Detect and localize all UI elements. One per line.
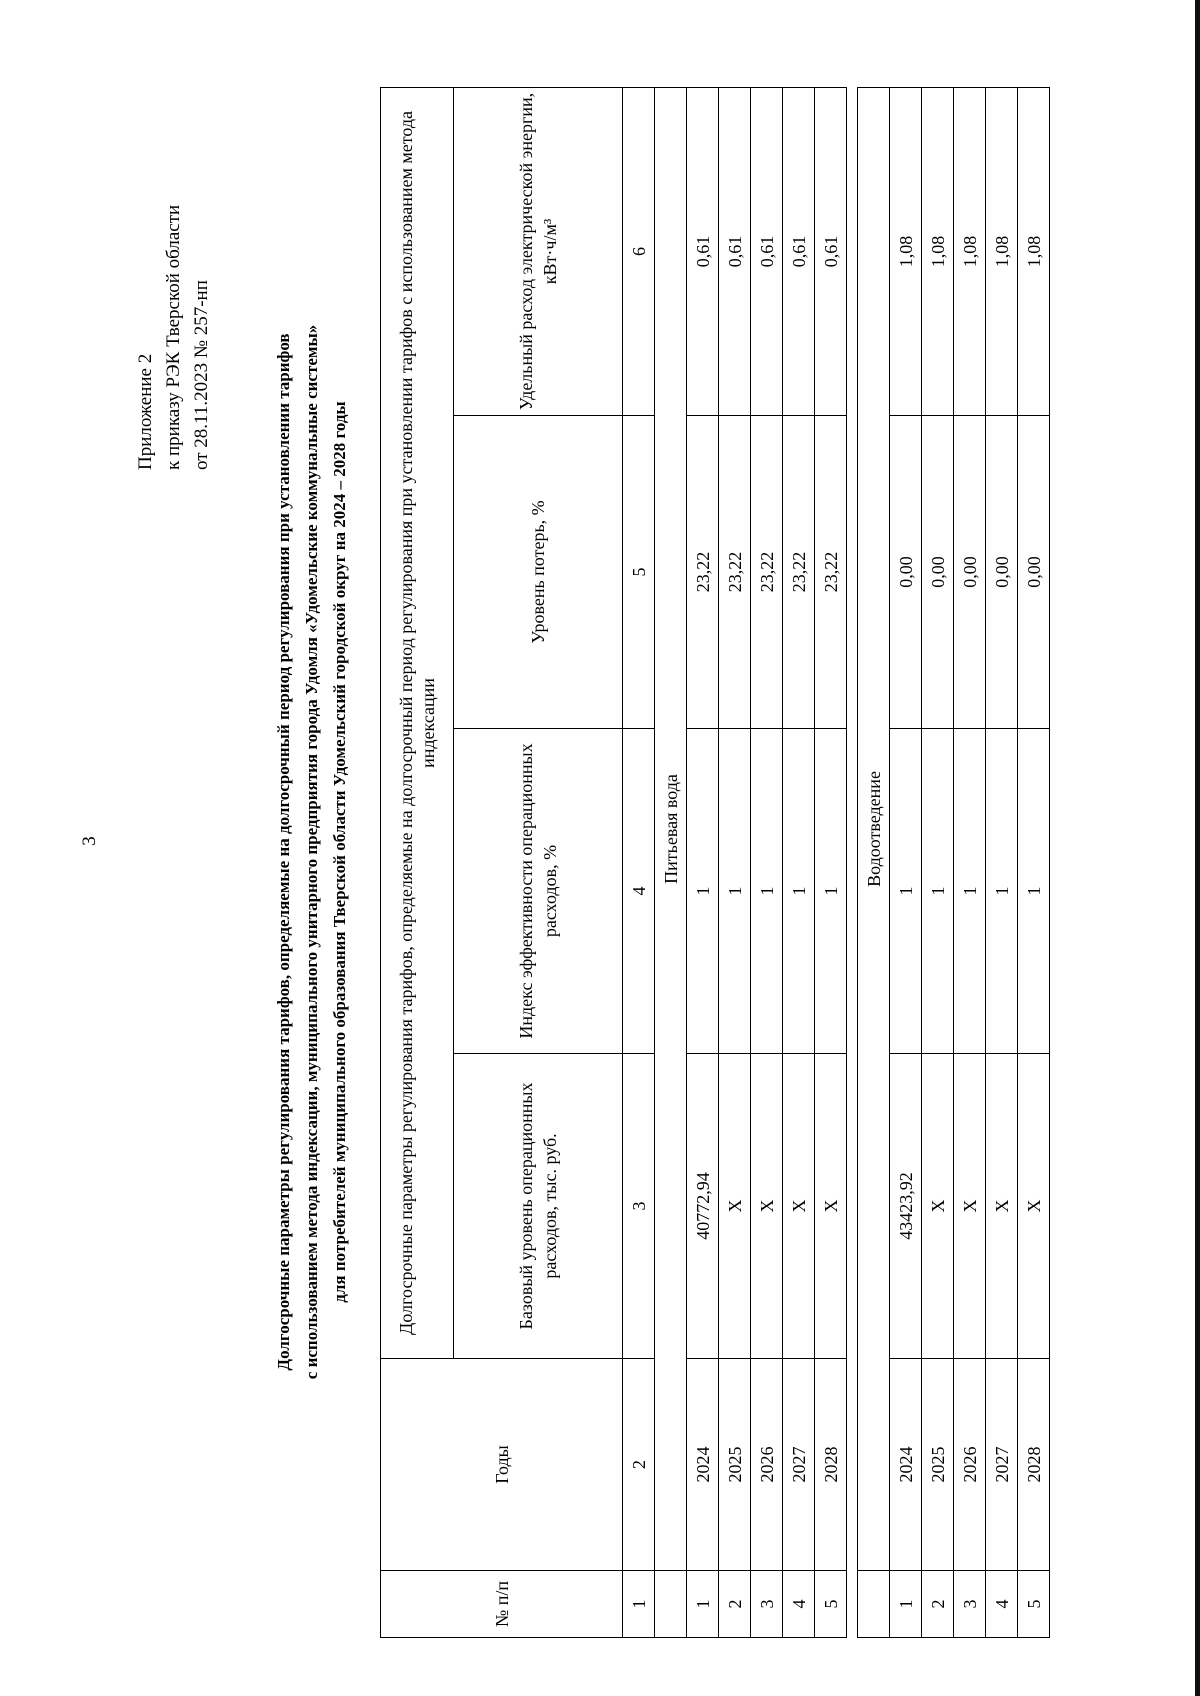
cell: 0,61 bbox=[815, 87, 847, 415]
cell: 1,08 bbox=[954, 87, 986, 415]
cell: 4 bbox=[783, 1571, 815, 1638]
cell: 1 bbox=[890, 729, 922, 1054]
table-row bbox=[1018, 87, 1050, 1637]
cell: 3 bbox=[954, 1571, 986, 1638]
header-number: № п/п bbox=[381, 1571, 623, 1638]
cell: 23,22 bbox=[783, 416, 815, 729]
cell: 2024 bbox=[687, 1359, 719, 1571]
header-base-level: Базовый уровень операционных расходов, тыс. руб. bbox=[454, 1054, 623, 1359]
parameters-table bbox=[380, 87, 1050, 1638]
appendix-block bbox=[132, 205, 216, 470]
cell bbox=[655, 1571, 687, 1638]
header-energy-consumption: Удельный расход электрической энергии, кВт·ч/м³ bbox=[454, 87, 623, 415]
cell: 0,00 bbox=[922, 416, 954, 729]
cell: 1 bbox=[687, 729, 719, 1054]
cell: 0,61 bbox=[687, 87, 719, 415]
table-row bbox=[687, 87, 719, 1637]
cell: 1 bbox=[783, 729, 815, 1054]
cell: 1 bbox=[890, 1571, 922, 1638]
cell: 0,61 bbox=[783, 87, 815, 415]
title-line: Долгосрочные параметры регулирования тарифов, определяемые на долгосрочный период регулирования при установлении тарифов bbox=[274, 333, 293, 1371]
cell: 2026 bbox=[954, 1359, 986, 1571]
cell: X bbox=[922, 1054, 954, 1359]
cell: 1 bbox=[751, 729, 783, 1054]
cell: 0,00 bbox=[954, 416, 986, 729]
cell: 6 bbox=[623, 87, 655, 415]
cell: 1,08 bbox=[1018, 87, 1050, 415]
cell: X bbox=[751, 1054, 783, 1359]
section-title: Водоотведение bbox=[858, 87, 890, 1570]
cell: 3 bbox=[751, 1571, 783, 1638]
cell: 0,00 bbox=[1018, 416, 1050, 729]
title-line: для потребителей муниципального образования Тверской области Удомельский городской округ на 2024 – 2028 годы bbox=[330, 401, 349, 1303]
cell: X bbox=[986, 1054, 1018, 1359]
cell: 2024 bbox=[890, 1359, 922, 1571]
cell: 5 bbox=[1018, 1571, 1050, 1638]
cell: X bbox=[1018, 1054, 1050, 1359]
table-row bbox=[954, 87, 986, 1637]
document-title bbox=[270, 62, 354, 1642]
cell: 1 bbox=[719, 729, 751, 1054]
cell: 2027 bbox=[783, 1359, 815, 1571]
header-group: Долгосрочные параметры регулирования тарифов, определяемые на долгосрочный период регулирования при установлении тарифов с использованием метода индексации bbox=[381, 87, 454, 1358]
page-number: 3 bbox=[79, 836, 100, 846]
header-years: Годы bbox=[381, 1359, 623, 1571]
cell: 2028 bbox=[1018, 1359, 1050, 1571]
table-row bbox=[890, 87, 922, 1637]
cell: 0,00 bbox=[986, 416, 1018, 729]
cell: X bbox=[719, 1054, 751, 1359]
cell: 2 bbox=[922, 1571, 954, 1638]
cell: 0,61 bbox=[719, 87, 751, 415]
cell: 2 bbox=[719, 1571, 751, 1638]
section-row-wastewater bbox=[858, 87, 890, 1637]
section-separator bbox=[847, 87, 858, 1637]
cell: 0,61 bbox=[751, 87, 783, 415]
table-row bbox=[783, 87, 815, 1637]
cell: 5 bbox=[623, 416, 655, 729]
table-row bbox=[815, 87, 847, 1637]
cell: X bbox=[815, 1054, 847, 1359]
cell: 2026 bbox=[751, 1359, 783, 1571]
cell: 1 bbox=[954, 729, 986, 1054]
cell: 5 bbox=[815, 1571, 847, 1638]
cell bbox=[858, 1571, 890, 1638]
cell: 1 bbox=[623, 1571, 655, 1638]
cell: 3 bbox=[623, 1054, 655, 1359]
cell: 1 bbox=[815, 729, 847, 1054]
section-row-drinking-water bbox=[655, 87, 687, 1637]
cell: 2027 bbox=[986, 1359, 1018, 1571]
cell: X bbox=[954, 1054, 986, 1359]
header-efficiency-index: Индекс эффективности операционных расходов, % bbox=[454, 729, 623, 1054]
cell: 1,08 bbox=[922, 87, 954, 415]
header-loss-level: Уровень потерь, % bbox=[454, 416, 623, 729]
cell: 1 bbox=[922, 729, 954, 1054]
scan-edge bbox=[1195, 0, 1200, 1696]
cell: 43423,92 bbox=[890, 1054, 922, 1359]
cell: 4 bbox=[623, 729, 655, 1054]
numbering-row bbox=[623, 87, 655, 1637]
table-row bbox=[986, 87, 1018, 1637]
appendix-line: к приказу РЭК Тверской области bbox=[163, 204, 184, 470]
cell: 23,22 bbox=[815, 416, 847, 729]
cell: 2025 bbox=[719, 1359, 751, 1571]
cell: 23,22 bbox=[719, 416, 751, 729]
cell: 23,22 bbox=[751, 416, 783, 729]
appendix-line: Приложение 2 bbox=[135, 353, 156, 470]
cell: 1,08 bbox=[986, 87, 1018, 415]
table-row bbox=[751, 87, 783, 1637]
table-row bbox=[719, 87, 751, 1637]
section-title: Питьевая вода bbox=[655, 87, 687, 1570]
cell: 2 bbox=[623, 1359, 655, 1571]
cell: 2025 bbox=[922, 1359, 954, 1571]
title-line: с использованием метода индексации, муниципального унитарного предприятия города Удомля «Удомельские коммунальные системы» bbox=[302, 324, 321, 1380]
cell: 4 bbox=[986, 1571, 1018, 1638]
cell: 1 bbox=[1018, 729, 1050, 1054]
cell: 2028 bbox=[815, 1359, 847, 1571]
cell: 23,22 bbox=[687, 416, 719, 729]
appendix-line: от 28.11.2023 № 257-нп bbox=[191, 280, 212, 470]
cell: X bbox=[783, 1054, 815, 1359]
cell: 1 bbox=[687, 1571, 719, 1638]
cell: 40772,94 bbox=[687, 1054, 719, 1359]
cell: 1 bbox=[986, 729, 1018, 1054]
table-row bbox=[922, 87, 954, 1637]
cell: 1,08 bbox=[890, 87, 922, 415]
separator-cell bbox=[847, 87, 858, 1637]
cell: 0,00 bbox=[890, 416, 922, 729]
